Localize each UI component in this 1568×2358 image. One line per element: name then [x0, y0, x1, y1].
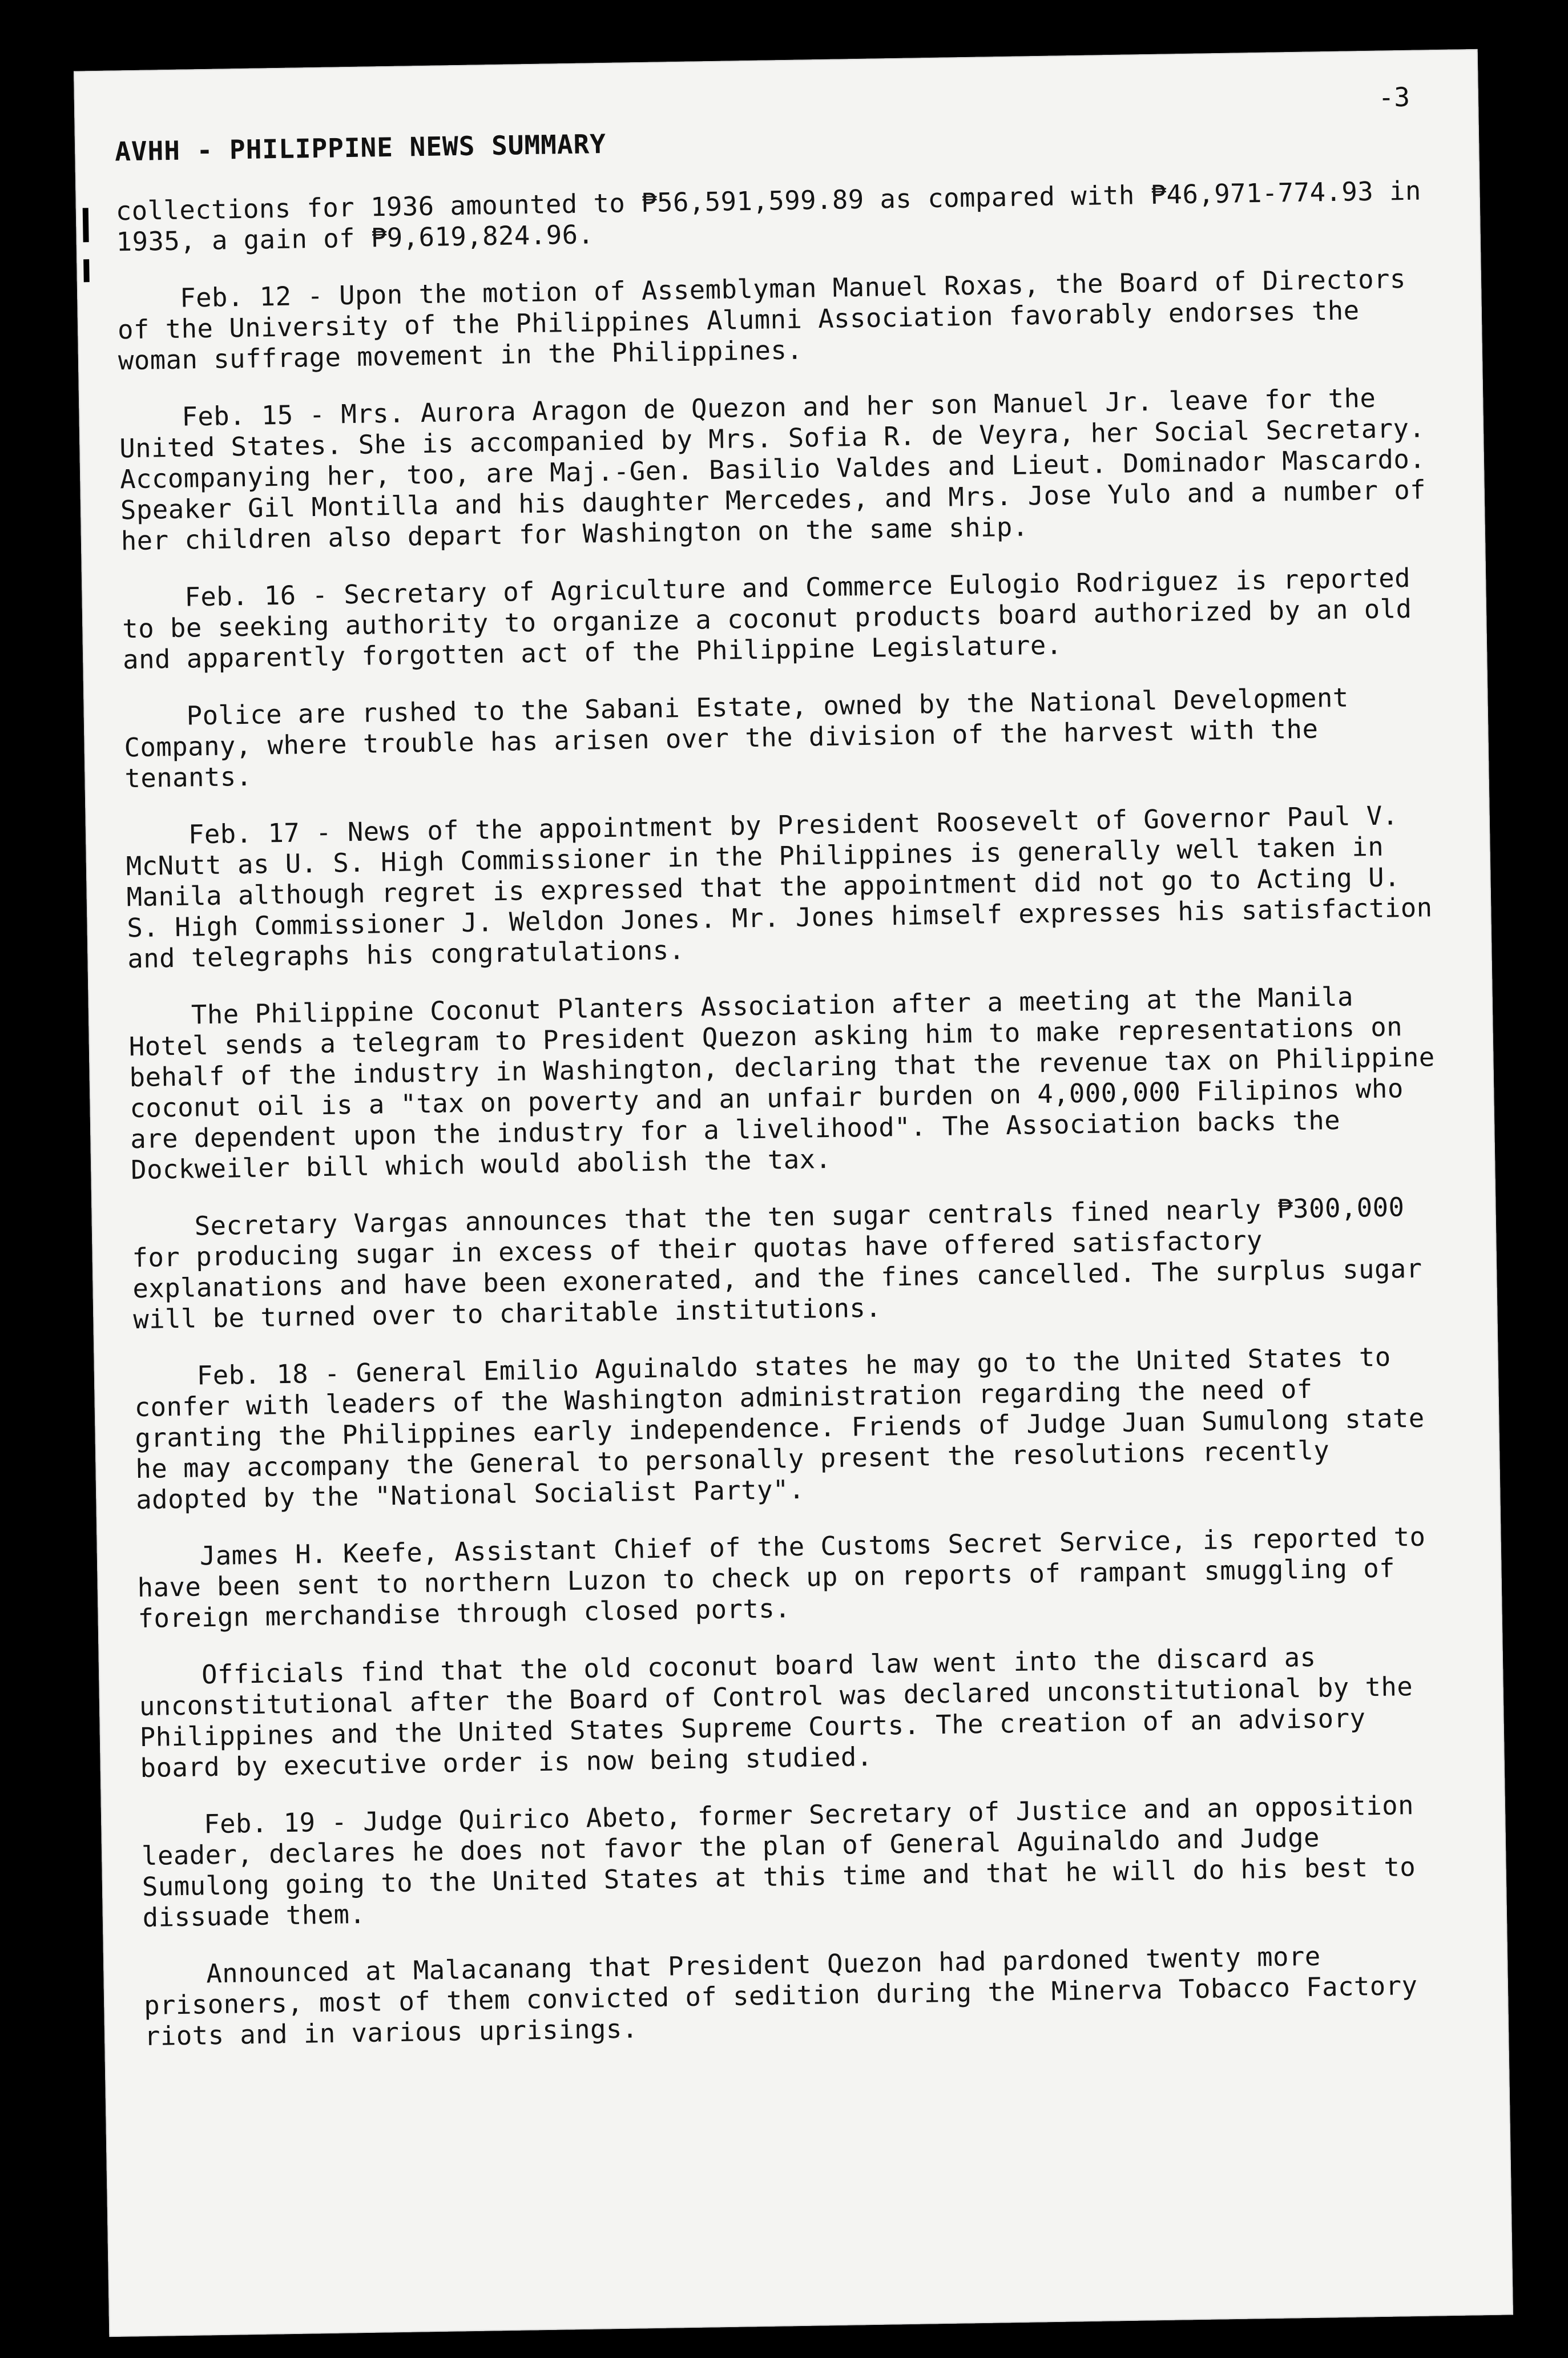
document-header: AVHH - PHILIPPINE NEWS SUMMARY	[114, 128, 607, 167]
paragraph: Feb. 15 - Mrs. Aurora Aragon de Quezon and her son Manuel Jr. leave for the United States. She is accompanied by Mrs. Sofia R. de Veyra, her Social Secretary. Accompanying her, too, are Maj.-Gen. Basilio Valdes and Lieut. Dominador Mascardo. Speaker Gil Montilla and his daughter Mercedes, and Mrs. Jose Yulo and a number of her children also depart for Washington on the same ship.	[119, 382, 1442, 557]
paragraph: Feb. 19 - Judge Quirico Abeto, former Secretary of Justice and an opposition leader, declares he does not favor the plan of General Aguinaldo and Judge Sumulong going to the United States at this time and that he will do his best to dissuade them.	[141, 1789, 1432, 1933]
paragraph: Officials find that the old coconut board law went into the discard as unconstitutional after the Board of Control was declared unconstitutional by the Philippines and the United States Supreme Courts. The creation of an advisory board by executive order is now being studied.	[139, 1642, 1429, 1784]
paragraph: collections for 1936 amounted to ₱56,591,599.89 as compared with ₱46,971-774.93 in 1935, a gain of ₱9,619,824.96.	[115, 175, 1438, 257]
paragraph: Feb. 16 - Secretary of Agriculture and Commerce Eulogio Rodriguez is reported to be seeking authority to organize a coconut products board authorized by an old and apparently forgotten act of the Philippine Legislature.	[122, 562, 1428, 675]
paragraph: Police are rushed to the Sabani Estate, owned by the National Development Company, where trouble has arisen over the division of the harvest with the tenants.	[124, 682, 1365, 794]
paragraph: Feb. 17 - News of the appointment by President Roosevelt of Governor Paul V. McNutt as U. S. High Commissioner in the Philippines is generally well taken in Manila although regret is expressed that the appointment did not go to Acting U. S. High Commissioner J. Weldon Jones. Mr. Jones himself expresses his satisfaction and telegraphs his congratulations.	[126, 800, 1449, 974]
document-body	[115, 175, 1452, 2078]
page-number: -3	[1378, 81, 1410, 113]
paragraph: Announced at Malacanang that President Quezon had pardoned twenty more prisoners, most of them convicted of sedition during the Minerva Tobacco Factory riots and in various uprisings.	[143, 1941, 1434, 2052]
document-page	[74, 49, 1513, 2337]
paragraph: Feb. 18 - General Emilio Aguinaldo states he may go to the United States to confer with leaders of the Washington administration regarding the need of granting the Philippines early independence. Friends of Judge Juan Sumulong state he may accompany the General to personally present the resolutions recently adopted by the "National Socialist Party".	[134, 1341, 1441, 1515]
paragraph: The Philippine Coconut Planters Association after a meeting at the Manila Hotel sends a telegram to President Quezon asking him to make representations on behalf of the industry in Washington, declaring that the revenue tax on Philippine coconut oil is a "tax on poverty and an unfair burden on 4,000,000 Filipinos who are dependent upon the industry for a livelihood". The Association backs the Dockweiler bill which would abolish the tax.	[128, 981, 1451, 1186]
paragraph: Feb. 12 - Upon the motion of Assemblyman Manuel Roxas, the Board of Directors of the University of the Philippines Alumni Association favorably endorses the woman suffrage movement in the Philippines.	[117, 263, 1422, 376]
margin-mark	[83, 208, 89, 242]
paragraph: James H. Keefe, Assistant Chief of the Customs Secret Service, is reported to have been sent to northern Luzon to check up on reports of rampant smuggling of foreign merchandise through closed ports.	[137, 1521, 1442, 1634]
paragraph: Secretary Vargas announces that the ten sugar centrals fined nearly ₱300,000 for producing sugar in excess of their quotas have offered satisfactory explanations and have been exonerated, and the fines cancelled. The surplus sugar will be turned over to charitable institutions.	[132, 1191, 1438, 1335]
margin-mark	[83, 259, 90, 282]
